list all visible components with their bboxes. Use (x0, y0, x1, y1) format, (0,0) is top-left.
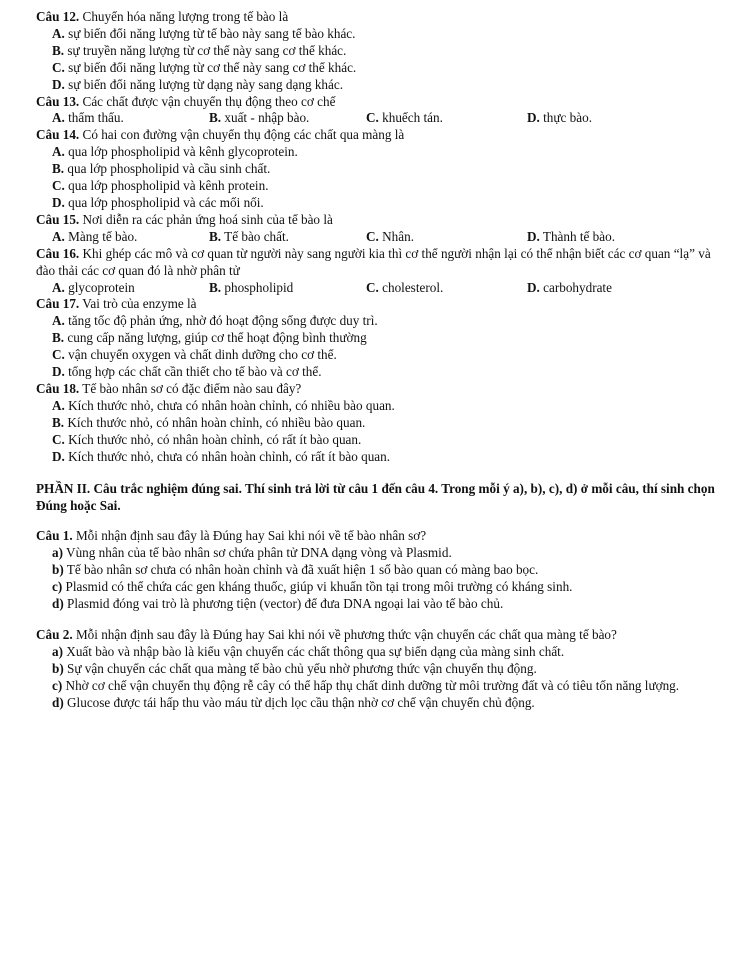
option-text: tăng tốc độ phản ứng, nhờ đó hoạt động sống được duy trì. (64, 313, 378, 329)
option-text: Kích thước nhỏ, chưa có nhân hoàn chỉnh, có nhiều bào quan. (64, 397, 395, 413)
question-12 (36, 9, 716, 94)
option-label: C. (52, 178, 65, 194)
option-label: B. (209, 228, 222, 244)
option-d (52, 195, 716, 212)
option-text: sự biến đổi năng lượng từ cơ thể này sang cơ thể khác. (64, 59, 357, 75)
statement-b (52, 562, 716, 579)
option-label: D. (52, 76, 65, 92)
option-label: D. (527, 279, 540, 295)
statement-label: b) (52, 660, 64, 676)
question-text: Vai trò của enzyme là (79, 296, 197, 312)
question-number: Câu 16. (36, 245, 80, 261)
option-b (52, 161, 716, 178)
option-label: D. (52, 364, 65, 380)
option-text: cung cấp năng lượng, giúp cơ thể hoạt động bình thường (64, 330, 367, 346)
option-text: glycoprotein (64, 279, 135, 295)
question-number: Câu 18. (36, 380, 80, 396)
statement-label: d) (52, 694, 64, 710)
option-text: Kích thước nhỏ, có nhân hoàn chỉnh, có nhiều bào quan. (64, 414, 366, 430)
option-d (52, 364, 716, 381)
option-a (52, 144, 716, 161)
options-row (52, 280, 716, 297)
option-label: C. (366, 110, 379, 126)
statement-c (36, 678, 716, 695)
question-stem (36, 296, 716, 313)
statement-label: d) (52, 596, 64, 612)
question-14 (36, 127, 716, 212)
statement-label: a) (52, 545, 63, 561)
question-stem (36, 9, 716, 26)
section-heading-part-2: PHẦN II. Câu trắc nghiệm đúng sai. Thí sinh trả lời từ câu 1 đến câu 4. Trong mỗi ý a), b), c), d) ở mỗi câu, thí sinh chọn Đúng hoặc Sai. (36, 481, 715, 514)
statement-a (52, 644, 716, 661)
option-label: C. (52, 431, 65, 447)
option-c (366, 110, 527, 127)
statement-text: Plasmid đóng vai trò là phương tiện (vector) để đưa DNA ngoại lai vào tế bào chủ. (63, 596, 504, 612)
options-row (52, 229, 716, 246)
question-text: Mỗi nhận định sau đây là Đúng hay Sai khi nói về tế bào nhân sơ? (72, 528, 427, 544)
option-text: khuếch tán. (378, 110, 443, 126)
option-text: qua lớp phospholipid và kênh glycoprotein. (64, 144, 298, 160)
option-label: C. (52, 59, 65, 75)
option-label: A. (52, 397, 65, 413)
option-a (52, 313, 716, 330)
option-b (52, 43, 716, 60)
option-text: Nhân. (378, 228, 414, 244)
question-text: Có hai con đường vận chuyển thụ động các chất qua màng là (79, 127, 405, 143)
option-label: B. (52, 330, 65, 346)
option-text: Màng tế bào. (64, 228, 138, 244)
question-text: Chuyển hóa năng lượng trong tế bào là (79, 9, 289, 24)
question-number: Câu 12. (36, 9, 80, 24)
option-c (366, 229, 527, 246)
question-18 (36, 381, 716, 466)
question-number: Câu 2. (36, 627, 73, 642)
option-label: C. (366, 279, 379, 295)
question-text: Khi ghép các mô và cơ quan từ người này sang người kia thì cơ thể người nhận lại có thể nhận biết các cơ quan “lạ” và đào thải các cơ quan đó là nhờ phân tử (36, 245, 711, 278)
statement-text: Nhờ cơ chế vận chuyển thụ động rễ cây có thể hấp thụ chất dinh dưỡng từ môi trường đất và có tiêu tốn năng lượng. (62, 677, 680, 693)
option-text: qua lớp phospholipid và kênh protein. (64, 178, 269, 194)
option-a (52, 110, 209, 127)
option-text: sự biến đổi năng lượng từ dạng này sang dạng khác. (64, 76, 344, 92)
option-label: D. (527, 110, 540, 126)
statement-a (52, 545, 716, 562)
statement-text: Plasmid có thể chứa các gen kháng thuốc, giúp vi khuẩn tồn tại trong môi trường có kháng sinh. (62, 579, 573, 595)
option-label: D. (52, 194, 65, 210)
option-label: A. (52, 228, 65, 244)
question-stem (36, 127, 716, 144)
question-text: Mỗi nhận định sau đây là Đúng hay Sai khi nói về phương thức vận chuyển các chất qua màng tế bào? (72, 627, 617, 642)
statement-label: c) (52, 677, 63, 693)
question-text: Tế bào nhân sơ có đặc điểm nào sau đây? (79, 380, 302, 396)
option-c (52, 178, 716, 195)
option-text: Thành tế bào. (539, 228, 616, 244)
option-a (52, 398, 716, 415)
statement-text: Sự vận chuyển các chất qua màng tế bào chủ yếu nhờ phương thức vận chuyển thụ động. (63, 660, 537, 676)
statement-d (52, 596, 716, 613)
option-a (52, 26, 716, 43)
option-d (52, 449, 716, 466)
statement-text: Xuất bào và nhập bào là kiểu vận chuyển các chất thông qua sự biến dạng của màng sinh chất. (63, 643, 565, 659)
option-text: qua lớp phospholipid và các mối nối. (64, 194, 264, 210)
option-d (527, 229, 687, 246)
question-number: Câu 13. (36, 93, 80, 109)
question-stem (36, 627, 716, 644)
question-17 (36, 296, 716, 381)
statement-d (52, 695, 716, 712)
option-label: B. (209, 279, 222, 295)
option-d (527, 110, 687, 127)
spacer (36, 613, 716, 627)
option-c (366, 280, 527, 297)
question-stem (36, 246, 716, 280)
statement-text: Glucose được tái hấp thu vào máu từ dịch lọc cầu thận nhờ cơ chế vận chuyển chủ động. (63, 694, 535, 710)
option-text: thẩm thấu. (64, 110, 124, 126)
statement-text: Vùng nhân của tế bào nhân sơ chứa phân tử DNA dạng vòng và Plasmid. (63, 545, 452, 561)
question-16 (36, 246, 716, 297)
statement-label: b) (52, 562, 64, 578)
option-text: tổng hợp các chất cần thiết cho tế bào và cơ thể. (64, 364, 322, 380)
option-label: C. (52, 347, 65, 363)
statement-c (52, 579, 716, 596)
option-d (52, 77, 716, 94)
statement-label: a) (52, 643, 63, 659)
question-13 (36, 94, 716, 128)
option-text: Tế bào chất. (221, 228, 289, 244)
option-label: B. (209, 110, 222, 126)
option-a (52, 229, 209, 246)
option-label: A. (52, 25, 65, 41)
option-b (209, 229, 366, 246)
option-text: phospholipid (221, 279, 294, 295)
option-c (52, 432, 716, 449)
question-text: Các chất được vận chuyển thụ động theo cơ chế (79, 93, 336, 109)
option-b (209, 110, 366, 127)
question-number: Câu 1. (36, 528, 73, 544)
option-label: A. (52, 144, 65, 160)
question-number: Câu 17. (36, 296, 80, 312)
option-c (52, 60, 716, 77)
option-label: D. (52, 448, 65, 464)
option-label: A. (52, 279, 65, 295)
option-text: carbohydrate (539, 279, 612, 295)
option-label: B. (52, 161, 65, 177)
option-text: vận chuyển oxygen và chất dinh dưỡng cho cơ thể. (64, 347, 337, 363)
option-label: B. (52, 42, 65, 58)
option-text: cholesterol. (378, 279, 444, 295)
tf-question-2 (36, 627, 716, 712)
option-text: Kích thước nhỏ, chưa có nhân hoàn chỉnh, có rất ít bào quan. (64, 448, 391, 464)
option-label: A. (52, 110, 65, 126)
question-number: Câu 14. (36, 127, 80, 143)
statement-b (52, 661, 716, 678)
option-b (209, 280, 366, 297)
statement-text: Tế bào nhân sơ chưa có nhân hoàn chỉnh và đã xuất hiện 1 số bào quan có màng bao bọc. (63, 562, 539, 578)
tf-question-1 (36, 528, 716, 613)
option-text: thực bào. (539, 110, 593, 126)
option-b (52, 330, 716, 347)
option-label: A. (52, 313, 65, 329)
question-15 (36, 212, 716, 246)
option-text: sự biến đổi năng lượng từ tế bào này sang tế bào khác. (64, 25, 356, 41)
option-label: D. (527, 228, 540, 244)
question-stem (36, 212, 716, 229)
option-text: qua lớp phospholipid và cầu sinh chất. (64, 161, 271, 177)
option-text: xuất - nhập bào. (221, 110, 310, 126)
options-row (52, 110, 716, 127)
option-b (52, 415, 716, 432)
question-stem (36, 94, 716, 111)
option-c (52, 347, 716, 364)
statement-label: c) (52, 579, 63, 595)
question-number: Câu 15. (36, 211, 80, 227)
option-text: Kích thước nhỏ, có nhân hoàn chỉnh, có rất ít bào quan. (64, 431, 362, 447)
exam-page (36, 9, 716, 712)
question-stem (36, 381, 716, 398)
question-stem (36, 528, 716, 545)
question-text: Nơi diễn ra các phản ứng hoá sinh của tế bào là (79, 211, 333, 227)
option-d (527, 280, 687, 297)
option-text: sự truyền năng lượng từ cơ thể này sang cơ thể khác. (64, 42, 347, 58)
option-label: C. (366, 228, 379, 244)
option-a (52, 280, 209, 297)
option-label: B. (52, 414, 65, 430)
